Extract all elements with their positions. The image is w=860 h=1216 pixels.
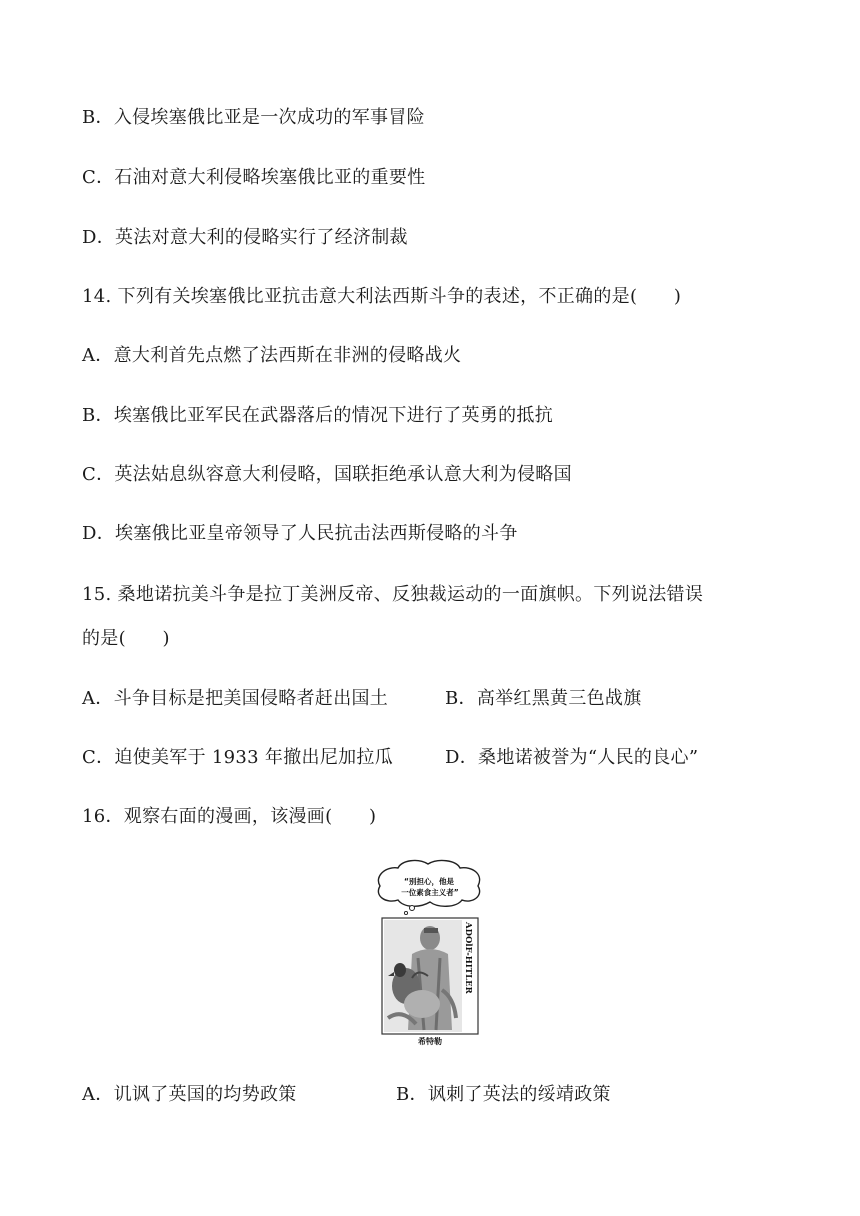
bubble-line-1: “别担心，他是 <box>404 877 454 886</box>
question-15-option-a: A．斗争目标是把美国侵略者赶出国土 <box>82 688 389 709</box>
question-14-option-d: D．埃塞俄比亚皇帝领导了人民抗击法西斯侵略的斗争 <box>82 523 518 544</box>
question-16-option-b: B．讽刺了英法的绥靖政策 <box>396 1084 611 1105</box>
figure-illustration <box>384 920 462 1032</box>
hitler-cartoon-image <box>372 858 490 1048</box>
option-b-text: B．入侵埃塞俄比亚是一次成功的军事冒险 <box>82 107 425 128</box>
question-16-stem: 16．观察右面的漫画，该漫画( ) <box>82 806 377 827</box>
question-15-option-d: D．桑地诺被誉为“人民的良心” <box>445 747 699 768</box>
question-15-option-c: C．迫使美军于 1933 年撤出尼加拉瓜 <box>82 747 394 768</box>
question-14-option-a: A．意大利首先点燃了法西斯在非洲的侵略战火 <box>82 345 462 366</box>
question-14-option-c: C．英法姑息纵容意大利侵略，国联拒绝承认意大利为侵略国 <box>82 464 572 485</box>
question-15-option-b: B．高举红黑黄三色战旗 <box>445 688 642 709</box>
question-16-option-a: A．讥讽了英国的均势政策 <box>82 1084 297 1105</box>
question-14-stem: 14. 下列有关埃塞俄比亚抗击意大利法西斯斗争的表述，不正确的是( ) <box>82 286 682 307</box>
side-label-adolf-hitler: ADOlF-HITLER <box>463 922 473 994</box>
option-d-text: D．英法对意大利的侵略实行了经济制裁 <box>82 227 408 248</box>
question-15-stem-line1: 15. 桑地诺抗美斗争是拉丁美洲反帝、反独裁运动的一面旗帜。下列说法错误 <box>82 584 704 605</box>
option-c-text: C．石油对意大利侵略埃塞俄比亚的重要性 <box>82 167 426 188</box>
cartoon-caption: 希特勒 <box>418 1037 442 1046</box>
question-14-option-b: B．埃塞俄比亚军民在武器落后的情况下进行了英勇的抵抗 <box>82 405 554 426</box>
bubble-line-2: 一位素食主义者” <box>401 888 459 897</box>
question-15-stem-line2: 的是( ) <box>82 628 170 649</box>
